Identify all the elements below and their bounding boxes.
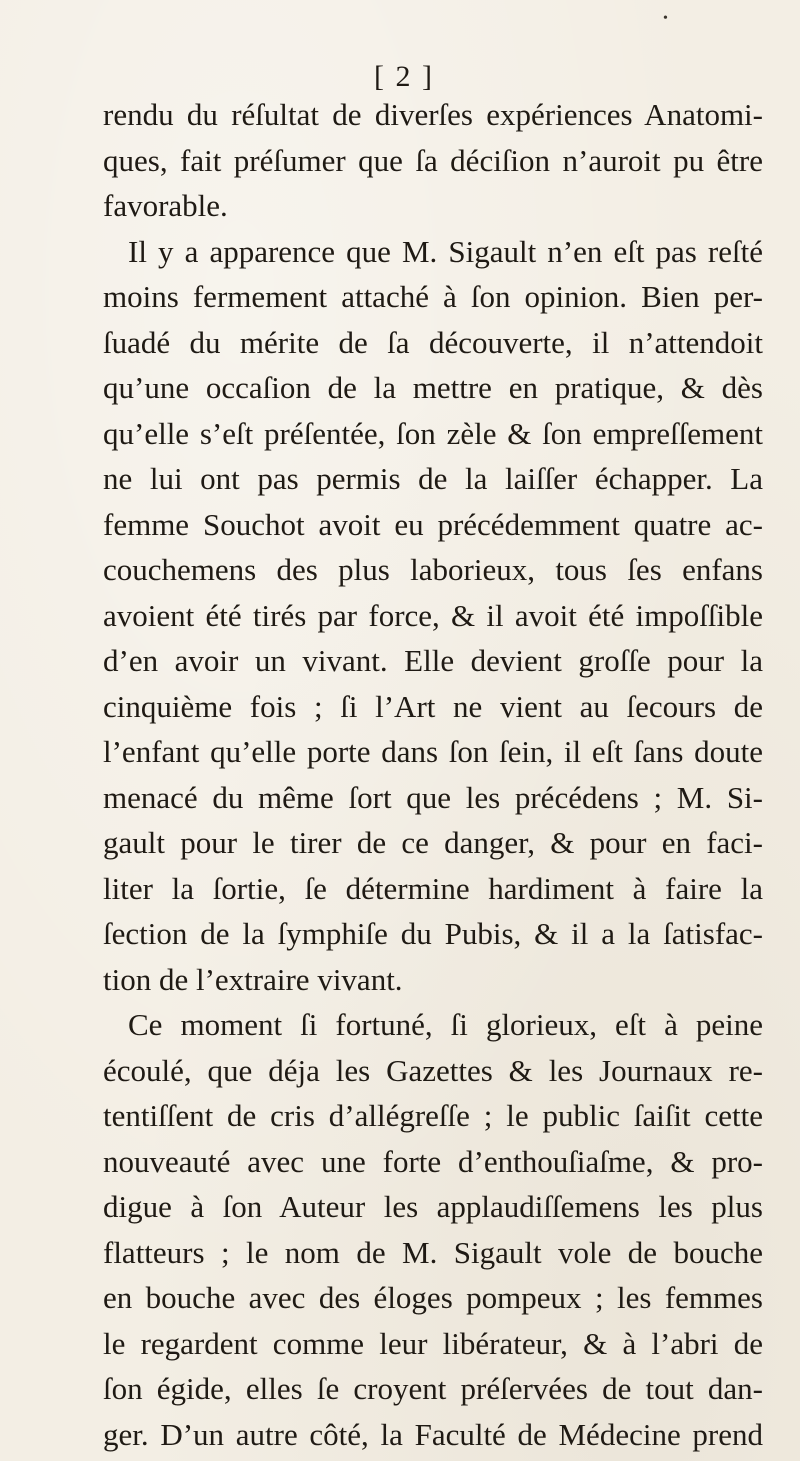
- text-line: moins fermement attaché à ſon opinion. Bien per-: [103, 279, 763, 314]
- text-line: rendu du réſultat de diverſes expériences Anatomi-: [103, 97, 763, 132]
- text-line: ger. D’un autre côté, la Faculté de Médecine prend: [103, 1416, 763, 1452]
- text-line: ſon égide, elles ſe croyent préſervées de tout dan-: [103, 1371, 763, 1406]
- text-line: ſection de la ſymphiſe du Pubis, & il a la ſatisfac-: [103, 916, 763, 951]
- text-line: Il y a apparence que M. Sigault n’en eſt pas reſté: [128, 233, 763, 269]
- body-text: [103, 92, 763, 1457]
- text-line: écoulé, que déja les Gazettes & les Journaux re-: [103, 1052, 763, 1088]
- text-line: ne lui ont pas permis de la laiſſer échapper. La: [103, 461, 763, 496]
- text-line: le regardent comme leur libérateur, & à l’abri de: [103, 1325, 763, 1361]
- text-line: d’en avoir un vivant. Elle devient groſſe pour la: [103, 643, 763, 678]
- text-line: flatteurs ; le nom de M. Sigault vole de bouche: [103, 1234, 763, 1270]
- text-line: avoient été tirés par force, & il avoit été impoſſible: [103, 597, 763, 633]
- text-line: qu’une occaſion de la mettre en pratique, & dès: [103, 370, 763, 405]
- text-line: l’enfant qu’elle porte dans ſon ſein, il eſt ſans doute: [103, 734, 763, 769]
- text-line: digue à ſon Auteur les applaudiſſemens les plus: [103, 1189, 763, 1224]
- text-line: gault pour le tirer de ce danger, & pour en faci-: [103, 825, 763, 860]
- text-line: Ce moment ſi fortuné, ſi glorieux, eſt à peine: [128, 1007, 763, 1042]
- page-number: [ 2 ]: [374, 60, 434, 93]
- text-line: ſuadé du mérite de ſa découverte, il n’attendoit: [103, 324, 763, 360]
- text-line: cinquième fois ; ſi l’Art ne vient au ſecours de: [103, 688, 763, 724]
- text-line: favorable.: [103, 188, 228, 223]
- text-line: en bouche avec des éloges pompeux ; les femmes: [103, 1280, 763, 1315]
- text-line: qu’elle s’eſt préſentée, ſon zèle & ſon empreſſement: [103, 415, 763, 451]
- text-line: couchemens des plus laborieux, tous ſes enfans: [103, 552, 763, 587]
- text-line: nouveauté avec une forte d’enthouſiaſme, & pro-: [103, 1143, 763, 1179]
- corner-mark: •: [663, 11, 668, 26]
- text-line: menacé du même ſort que les précédens ; M. Si-: [103, 779, 763, 815]
- text-line: tentiſſent de cris d’allégreſſe ; le public ſaiſit cette: [103, 1098, 763, 1133]
- text-line: liter la ſortie, ſe détermine hardiment à faire la: [103, 870, 763, 906]
- text-line: tion de l’extraire vivant.: [103, 961, 403, 997]
- text-line: femme Souchot avoit eu précédemment quatre ac-: [103, 506, 763, 542]
- text-line: ques, fait préſumer que ſa déciſion n’auroit pu être: [103, 142, 763, 178]
